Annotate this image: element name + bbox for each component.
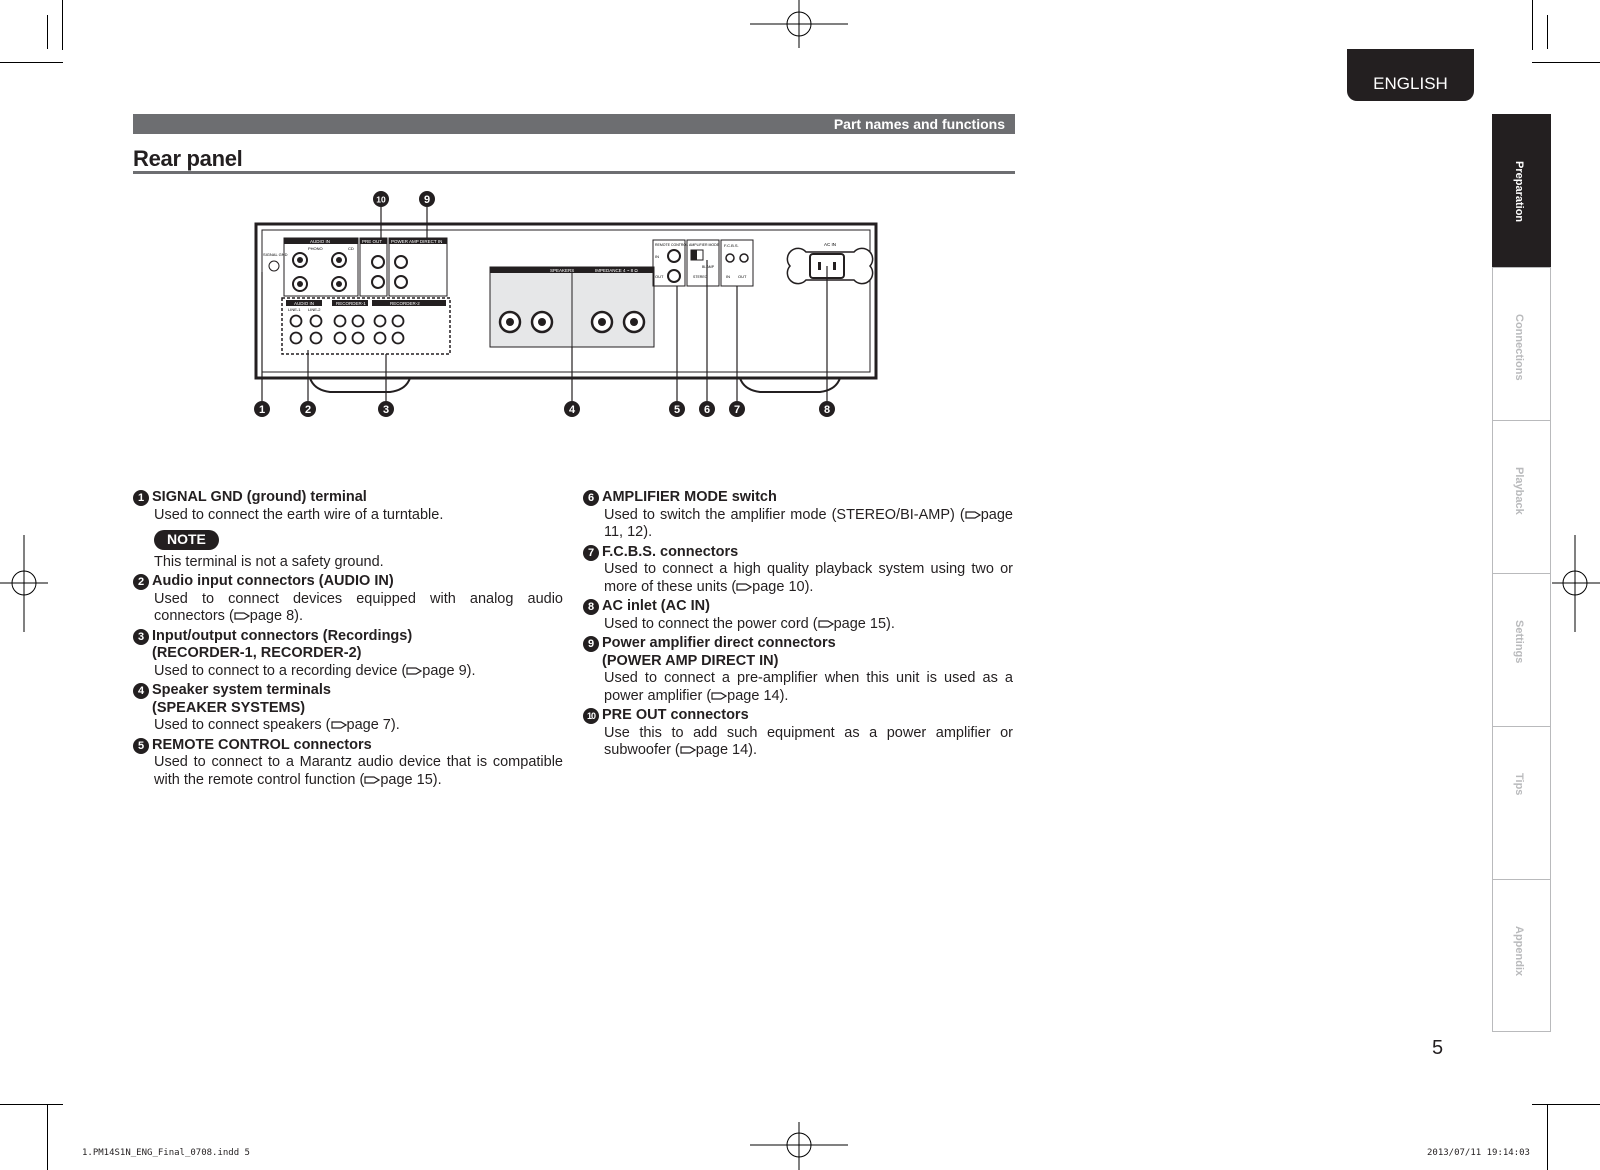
svg-text:9: 9 xyxy=(423,194,431,206)
language-label: ENGLISH xyxy=(1373,74,1448,93)
item-title: REMOTE CONTROL connectors xyxy=(152,736,372,753)
cd-label: CD xyxy=(348,246,354,251)
item-recorder xyxy=(133,628,563,681)
item-title: AMPLIFIER MODE switch xyxy=(602,489,777,505)
stereo-label: STEREO xyxy=(693,275,708,279)
remote-control-label: REMOTE CONTROL xyxy=(655,243,689,247)
phono-label: PHONO xyxy=(308,246,323,251)
item-amplifier-mode xyxy=(583,489,1013,542)
page-reference-icon xyxy=(680,744,696,755)
item-number: 8 xyxy=(583,599,599,615)
foot-right xyxy=(740,378,840,392)
side-tab-tips[interactable] xyxy=(1492,726,1551,879)
item-title: F.C.B.S. connectors xyxy=(602,543,739,560)
note-text: This terminal is not a safety ground. xyxy=(154,553,384,570)
remote-in-label: IN xyxy=(655,254,659,259)
page-reference-icon xyxy=(965,509,981,520)
side-tab-label: Connections xyxy=(1513,314,1525,381)
callout-3 xyxy=(378,401,394,417)
item-number: 4 xyxy=(133,683,149,699)
item-title: AC inlet (AC IN) xyxy=(602,598,710,614)
side-tab-label: Preparation xyxy=(1513,161,1525,223)
item-title: PRE OUT connectors xyxy=(602,707,749,723)
item-title: Input/output connectors (Recordings) (RECORDER-1, RECORDER-2) xyxy=(152,627,413,661)
item-remote-control xyxy=(133,737,563,790)
item-body: Used to connect devices equipped with analog audio connectors ( xyxy=(154,590,563,624)
side-tab-label: Appendix xyxy=(1513,926,1525,977)
page-number: 5 xyxy=(1432,1037,1444,1059)
item-pre-out xyxy=(583,707,1013,760)
page-ref-link[interactable]: page 7). xyxy=(346,717,400,733)
item-body: Used to connect to a Marantz audio device that is compatible with the remote control function ( xyxy=(154,754,563,788)
callout-4 xyxy=(564,401,580,417)
remote-out-label: OUT xyxy=(655,274,664,279)
item-body: Used to connect speakers ( xyxy=(154,717,331,733)
language-tab xyxy=(1347,49,1474,101)
audio-in-label: AUDIO IN xyxy=(310,239,331,244)
ac-in-label: AC IN xyxy=(824,242,837,247)
line1-label: LINE-1 xyxy=(288,307,301,312)
side-tab-preparation[interactable] xyxy=(1492,114,1551,267)
line2-label: LINE-2 xyxy=(308,307,321,312)
callout-6 xyxy=(699,401,715,417)
item-number: 9 xyxy=(583,636,599,652)
page-ref-link[interactable]: page 14). xyxy=(727,687,789,704)
svg-text:6: 6 xyxy=(703,404,711,416)
callout-5 xyxy=(669,401,685,417)
item-number: 6 xyxy=(583,490,599,506)
item-title: Speaker system terminals (SPEAKER SYSTEMS) xyxy=(152,682,331,716)
power-amp-direct-in-label: POWER AMP DIRECT IN xyxy=(391,239,443,244)
descriptions-left xyxy=(133,489,563,791)
page-title: Rear panel xyxy=(133,146,243,171)
callout-8 xyxy=(819,401,835,417)
page-ref-link[interactable]: page 15). xyxy=(380,771,442,788)
side-tab-label: Tips xyxy=(1513,773,1525,796)
item-power-amp-direct xyxy=(583,635,1013,705)
descriptions-right xyxy=(583,489,1013,762)
svg-text:10: 10 xyxy=(376,194,386,205)
side-tab-connections[interactable] xyxy=(1492,267,1551,420)
page-ref-link[interactable]: page 11, 12). xyxy=(604,506,1013,540)
side-tab-label: Playback xyxy=(1513,467,1525,515)
recorder2-label: RECORDER-2 xyxy=(390,301,420,306)
item-number: 7 xyxy=(583,545,599,561)
item-body: Used to connect a pre-amplifier when this unit is used as a power amplifier ( xyxy=(604,670,1013,704)
item-fcbs xyxy=(583,544,1013,597)
page-reference-icon xyxy=(711,690,727,701)
callout-2 xyxy=(300,401,316,417)
item-number: 2 xyxy=(133,574,149,590)
page-reference-icon xyxy=(406,665,422,676)
item-signal-gnd xyxy=(133,489,563,571)
svg-text:3: 3 xyxy=(382,404,390,416)
rear-panel-diagram xyxy=(250,190,900,430)
foot-left xyxy=(310,378,410,392)
page-reference-icon xyxy=(364,774,380,785)
item-body: Used to connect a high quality playback system using two or more of these units ( xyxy=(604,561,1013,595)
side-tab-nav xyxy=(1492,114,1551,1032)
svg-text:4: 4 xyxy=(568,404,576,416)
speakers-label: SPEAKERS xyxy=(550,268,575,273)
callout-7 xyxy=(729,401,745,417)
page-reference-icon xyxy=(736,581,752,592)
svg-text:1: 1 xyxy=(258,404,266,416)
callout-1 xyxy=(254,401,270,417)
page-reference-icon xyxy=(818,618,834,629)
item-speakers xyxy=(133,682,563,735)
page-ref-link[interactable]: page 14). xyxy=(695,742,758,758)
footer-timestamp: 2013/07/11 19:14:03 xyxy=(1427,1148,1530,1158)
section-title: Part names and functions xyxy=(833,116,1005,132)
side-tab-playback[interactable] xyxy=(1492,420,1551,573)
title-rule xyxy=(133,171,1015,174)
item-title: SIGNAL GND (ground) terminal xyxy=(152,489,367,505)
item-body: Use this to add such equipment as a power amplifier or subwoofer ( xyxy=(604,724,1013,758)
svg-text:2: 2 xyxy=(304,404,312,416)
page-reference-icon xyxy=(331,719,347,730)
side-tab-settings[interactable] xyxy=(1492,573,1551,726)
page-ref-link[interactable]: page 10). xyxy=(752,578,814,595)
fcbs-out-label: OUT xyxy=(738,274,747,279)
callout-10 xyxy=(373,191,389,207)
item-body: Used to connect the earth wire of a turntable. xyxy=(154,506,444,523)
item-number: 1 xyxy=(133,490,149,506)
item-body: Used to switch the amplifier mode (STEREO/BI-AMP) ( xyxy=(604,506,965,523)
item-number: 5 xyxy=(133,738,149,754)
svg-text:8: 8 xyxy=(823,404,831,416)
recorder1-label: RECORDER-1 xyxy=(336,301,366,306)
audio-in-label-2: AUDIO IN xyxy=(294,301,315,306)
bi-amp-label: BI-AMP xyxy=(702,265,715,269)
item-audio-in xyxy=(133,573,563,626)
page-ref-link[interactable]: page 8). xyxy=(249,608,304,624)
section-header-bar xyxy=(133,114,1015,134)
item-title: Power amplifier direct connectors (POWER AMP DIRECT IN) xyxy=(602,635,836,669)
item-number: 3 xyxy=(133,629,149,645)
page-ref-link[interactable]: page 15). xyxy=(833,615,895,632)
signal-gnd-label: SIGNAL GND xyxy=(263,252,288,257)
page-reference-icon xyxy=(234,610,250,621)
side-tab-label: Settings xyxy=(1513,620,1525,664)
fcbs-in-label: IN xyxy=(726,274,730,279)
amplifier-mode-label: AMPLIFIER MODE xyxy=(689,243,719,247)
item-title: Audio input connectors (AUDIO IN) xyxy=(152,573,394,589)
item-number: 10 xyxy=(583,708,599,724)
callout-9 xyxy=(419,191,435,207)
side-tab-appendix[interactable] xyxy=(1492,879,1551,1032)
impedance-label: IMPEDANCE 4 ~ 8 Ω xyxy=(595,268,638,273)
note-badge: NOTE xyxy=(154,530,219,550)
item-body: Used to connect to a recording device ( xyxy=(154,662,407,679)
pre-out-label: PRE OUT xyxy=(362,239,383,244)
page-ref-link[interactable]: page 9). xyxy=(422,662,476,679)
fcbs-label: F.C.B.S. xyxy=(724,243,739,248)
item-body: Used to connect the power cord ( xyxy=(604,615,818,632)
svg-text:5: 5 xyxy=(673,404,681,416)
svg-text:7: 7 xyxy=(733,404,741,416)
footer-file-info: 1.PM14S1N_ENG_Final_0708.indd 5 xyxy=(82,1148,250,1158)
item-ac-inlet xyxy=(583,598,1013,633)
